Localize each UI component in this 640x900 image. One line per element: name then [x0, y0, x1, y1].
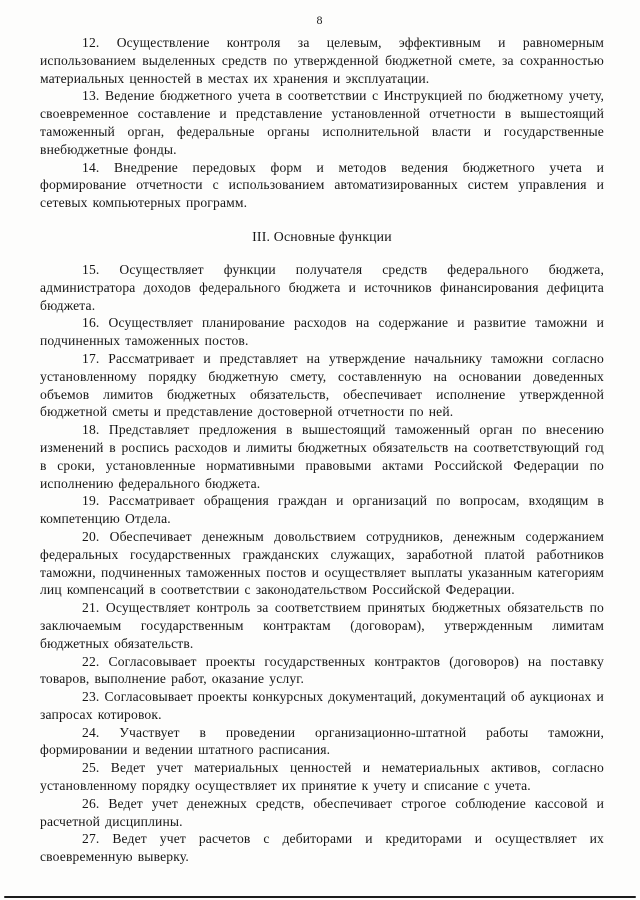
scan-artifact-line	[4, 896, 636, 898]
document-body	[0, 28, 640, 866]
paragraph-19: 19. Рассматривает обращения граждан и организаций по вопросам, входящим в компетенцию Отдела.	[40, 493, 604, 527]
paragraph-16: 16. Осуществляет планирование расходов на содержание и развитие таможни и подчиненных таможенных постов.	[40, 315, 604, 349]
paragraph-22: 22. Согласовывает проекты государственных контрактов (договоров) на поставку товаров, выполнение работ, оказание услуг.	[40, 653, 604, 687]
paragraph-15: 15. Осуществляет функции получателя средств федерального бюджета, администратора доходов федерального бюджета и источников финансирования дефицита бюджета.	[40, 261, 604, 313]
paragraph-18: 18. Представляет предложения в вышестоящий таможенный орган по внесению изменений в роспись расходов и лимиты бюджетных обязательств на соответствующий год в сроки, установленные нормативными правовыми актами Российской Федерации по исполнению федерального бюджета.	[40, 422, 604, 491]
paragraph-25: 25. Ведет учет материальных ценностей и нематериальных активов, согласно установленному порядку осуществляет их принятие к учету и списание с учета.	[40, 760, 604, 794]
section-heading-main-functions: III. Основные функции	[252, 228, 392, 244]
paragraph-21: 21. Осуществляет контроль за соответствием принятых бюджетных обязательств по заключаемым государственным контрактам (договорам), утвержденным лимитам бюджетных обязательств.	[40, 600, 604, 651]
paragraph-26: 26. Ведет учет денежных средств, обеспечивает строгое соблюдение кассовой и расчетной дисциплины.	[40, 795, 604, 829]
paragraph-13: 13. Ведение бюджетного учета в соответствии с Инструкцией по бюджетному учету, своевременное составление и представление установленной отчетности в вышестоящий таможенный орган, федеральные органы исполнительной власти и государственные внебюджетные фонды.	[40, 88, 604, 157]
page-number: 8	[316, 13, 324, 27]
paragraph-12: 12. Осуществление контроля за целевым, эффективным и равномерным использованием выделенных средств по утвержденной бюджетной смете, за сохранностью материальных ценностей в местах их хранения и эксплуатации.	[40, 35, 604, 86]
paragraph-20: 20. Обеспечивает денежным довольствием сотрудников, денежным содержанием федеральных государственных гражданских служащих, заработной платой работников таможни, подчиненных таможенных постов и осуществляет выплаты указанным категориям лиц компенсаций в соответствии с законодательством Российской Федерации.	[40, 528, 604, 598]
paragraph-23: 23. Согласовывает проекты конкурсных документаций, документаций об аукционах и запросах котировок.	[40, 689, 604, 722]
paragraph-24: 24. Участвует в проведении организационно-штатной работы таможни, формировании и ведении штатного расписания.	[40, 724, 604, 758]
paragraph-17: 17. Рассматривает и представляет на утверждение начальнику таможни согласно установленному порядку бюджетную смету, составленную на основании доведенных объемов лимитов бюджетных обязательств, обеспечивает исполнение утвержденной бюджетной сметы и представление достоверной отчетности по ней.	[40, 350, 604, 420]
paragraph-27: 27. Ведет учет расчетов с дебиторами и кредиторами и осуществляет их своевременную выверку.	[40, 831, 604, 865]
paragraph-14: 14. Внедрение передовых форм и методов ведения бюджетного учета и формирование отчетности с использованием автоматизированных систем управления и сетевых компьютерных программ.	[40, 159, 604, 211]
